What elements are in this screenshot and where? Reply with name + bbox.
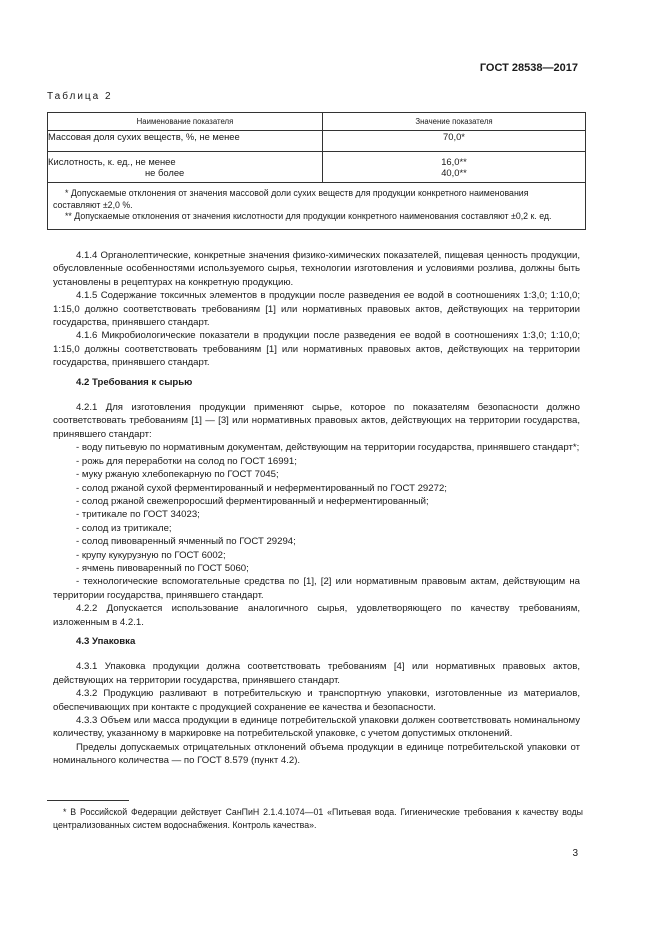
list-item: - солод пивоваренный ячменный по ГОСТ 29294; <box>76 536 296 548</box>
paragraph: 4.2.1 Для изготовления продукции применяют сырье, которое по показателям безопасности должно соответствовать требованиям [1] — [3] или нормативных правовых актов, действующих на территории государства, принявшего стандарт: <box>53 402 580 440</box>
paragraph: 4.3.1 Упаковка продукции должна соответствовать требованиям [4] или нормативных правовых актов, действующих на территории государства, принявшего стандарт. <box>53 661 580 686</box>
row-name: Массовая доля сухих веществ, %, не менее <box>48 131 323 152</box>
paragraph: 4.3.3 Объем или масса продукции в единице потребительской упаковки должен соответствовать номинальному количеству, указанному в маркировке на потребительской упаковке, с учетом допустимых отклонений. <box>53 715 580 740</box>
row-name <box>48 152 323 183</box>
list-item: - муку ржаную хлебопекарную по ГОСТ 7045; <box>76 469 279 481</box>
footnote-separator <box>47 800 129 801</box>
list-item: - солод ржаной сухой ферментированный и неферментированный по ГОСТ 29272; <box>76 482 447 494</box>
list-item: - тритикале по ГОСТ 34023; <box>76 509 200 521</box>
section-heading: 4.3 Упаковка <box>76 635 136 647</box>
table-footnote: ** Допускаемые отклонения от значения кислотности для продукции конкретного наименования составляют ±0,2 к. ед. <box>65 211 552 221</box>
paragraph: Пределы допускаемых отрицательных отклонений объема продукции в единице потребительской упаковки от номинального количества — по ГОСТ 8.579 (пункт 4.2). <box>53 741 580 767</box>
list-item: - солод из тритикале; <box>76 522 172 534</box>
list-item: - солод ржаной свежепроросший ферментированный и неферментированный; <box>76 495 429 507</box>
paragraph: 4.1.6 Микробиологические показатели в продукции после разведения ее водой в соотношениях 1:3,0; 1:10,0; 1:15,0 должны соответствовать требованиям [1] или нормативных правовых актов, действующих на территории государства, принявшего стандарт. <box>53 330 580 369</box>
row-value-line: 16,0** <box>441 156 467 167</box>
table-row <box>48 131 586 152</box>
list-item: - воду питьевую по нормативным документам, действующим на территории государства, принявшего стандарт*; <box>76 442 580 454</box>
document-body <box>53 249 580 768</box>
paragraph: 4.1.5 Содержание токсичных элементов в продукции после разведения ее водой в соотношениях 1:3,0; 1:10,0; 1:15,0 должно соответствовать требованиям [1] или нормативных правовых актов, действующих на территории государства, принявшего стандарт. <box>53 290 580 329</box>
table-footnote: * Допускаемые отклонения от значения массовой доли сухих веществ для продукции конкретного наименования составляют ±2,0 %. <box>53 188 529 210</box>
column-header-value: Значение показателя <box>323 113 586 131</box>
column-header-name: Наименование показателя <box>48 113 323 131</box>
paragraph: 4.3.2 Продукцию разливают в потребительскую и транспортную упаковки, изготовленные из материалов, обеспечивающих при контакте с продукцией сохранение ее качества и безопасности. <box>53 688 580 713</box>
section-heading: 4.2 Требования к сырью <box>76 376 193 388</box>
row-value <box>323 152 586 183</box>
paragraph: 4.1.4 Органолептические, конкретные значения физико-химических показателей, пищевая ценность продукции, обусловленные особенностями используемого сырья, технологии изготовления и условиями розлива, должны быть установлены в рецептурах на конкретную продукцию. <box>53 250 580 288</box>
paragraph: 4.2.2 Допускается использование аналогичного сырья, удовлетворяющего по качеству требованиям, изложенным в 4.2.1. <box>53 603 580 628</box>
table-caption: Таблица 2 <box>47 91 113 102</box>
row-name-line: Кислотность, к. ед., не менее <box>48 156 176 167</box>
list-item: - технологические вспомогательные средства по [1], [2] или нормативным правовым актам, действующим на территории государства, принявшего стандарт. <box>53 576 580 601</box>
page-number: 3 <box>572 848 578 859</box>
list-item: - ячмень пивоваренный по ГОСТ 5060; <box>76 562 249 574</box>
table-footnotes <box>48 183 586 230</box>
page-footnote: * В Российской Федерации действует СанПиН 2.1.4.1074—01 «Питьевая вода. Гигиенические требования к качеству воды централизованных систем водоснабжения. Контроль качества». <box>53 807 583 830</box>
table-row <box>48 152 586 183</box>
list-item: - крупу кукурузную по ГОСТ 6002; <box>76 549 226 561</box>
list-item: - рожь для переработки на солод по ГОСТ 16991; <box>76 455 297 467</box>
row-value-line: 40,0** <box>441 167 467 178</box>
row-value: 70,0* <box>323 131 586 152</box>
table-footnote-cell <box>48 183 586 230</box>
table-header-row <box>48 113 586 131</box>
document-id: ГОСТ 28538—2017 <box>479 62 578 74</box>
indicators-table <box>47 112 586 230</box>
row-name-line: не более <box>145 167 185 178</box>
